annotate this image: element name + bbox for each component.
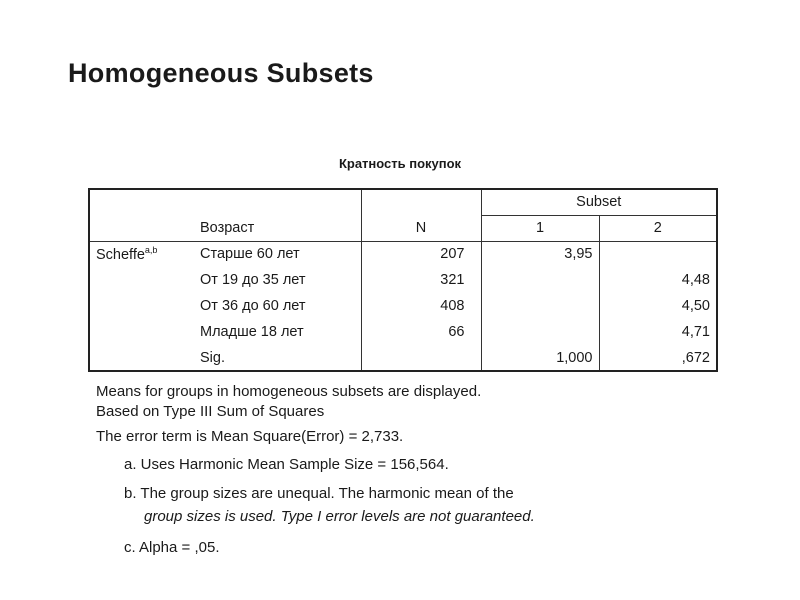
subset2-cell: 4,48 <box>599 267 717 293</box>
footnote-c: c. Alpha = ,05. <box>124 539 220 556</box>
homogeneous-subsets-table <box>88 188 718 372</box>
table-row <box>89 319 717 345</box>
subset-header: Subset <box>481 189 717 215</box>
table-title: Кратность покупок <box>338 156 462 171</box>
subset1-cell <box>481 267 599 293</box>
age-cell: От 36 до 60 лет <box>200 298 306 314</box>
subset1-cell <box>481 319 599 345</box>
col-age-header: Возраст <box>194 215 361 241</box>
footnote-b-line2: group sizes is used. Type I error levels are not guaranteed. <box>144 508 535 525</box>
table-row <box>89 241 717 267</box>
col-n-header: N <box>361 215 481 241</box>
n-cell <box>361 345 481 371</box>
section-heading: Homogeneous Subsets <box>68 58 374 88</box>
n-cell: 207 <box>361 241 481 267</box>
col-subset1-header: 1 <box>481 215 599 241</box>
table-row <box>89 345 717 371</box>
note-error-term: The error term is Mean Square(Error) = 2,733. <box>96 428 404 445</box>
note-type3: Based on Type III Sum of Squares <box>96 403 325 420</box>
footnote-b-line1: b. The group sizes are unequal. The harmonic mean of the <box>124 485 514 502</box>
note-means: Means for groups in homogeneous subsets are displayed. <box>96 383 482 400</box>
method-label: Scheffe <box>96 247 145 264</box>
footnote-a: a. Uses Harmonic Mean Sample Size = 156,564. <box>124 456 449 473</box>
subset2-cell: 4,50 <box>599 293 717 319</box>
subset2-cell: 4,71 <box>599 319 717 345</box>
age-cell: Sig. <box>200 349 225 366</box>
age-cell: От 19 до 35 лет <box>200 272 306 288</box>
age-cell: Старше 60 лет <box>200 246 300 263</box>
subset1-cell: 1,000 <box>481 345 599 371</box>
method-footnote-ref: a,b <box>144 245 158 256</box>
age-cell: Младше 18 лет <box>200 324 304 340</box>
subset1-cell: 3,95 <box>481 241 599 267</box>
subset1-cell <box>481 293 599 319</box>
n-cell: 321 <box>361 267 481 293</box>
subset2-cell: ,672 <box>599 345 717 371</box>
n-cell: 66 <box>361 319 481 345</box>
table-row <box>89 267 717 293</box>
table-row <box>89 293 717 319</box>
col-subset2-header: 2 <box>599 215 717 241</box>
subset2-cell <box>599 241 717 267</box>
n-cell: 408 <box>361 293 481 319</box>
